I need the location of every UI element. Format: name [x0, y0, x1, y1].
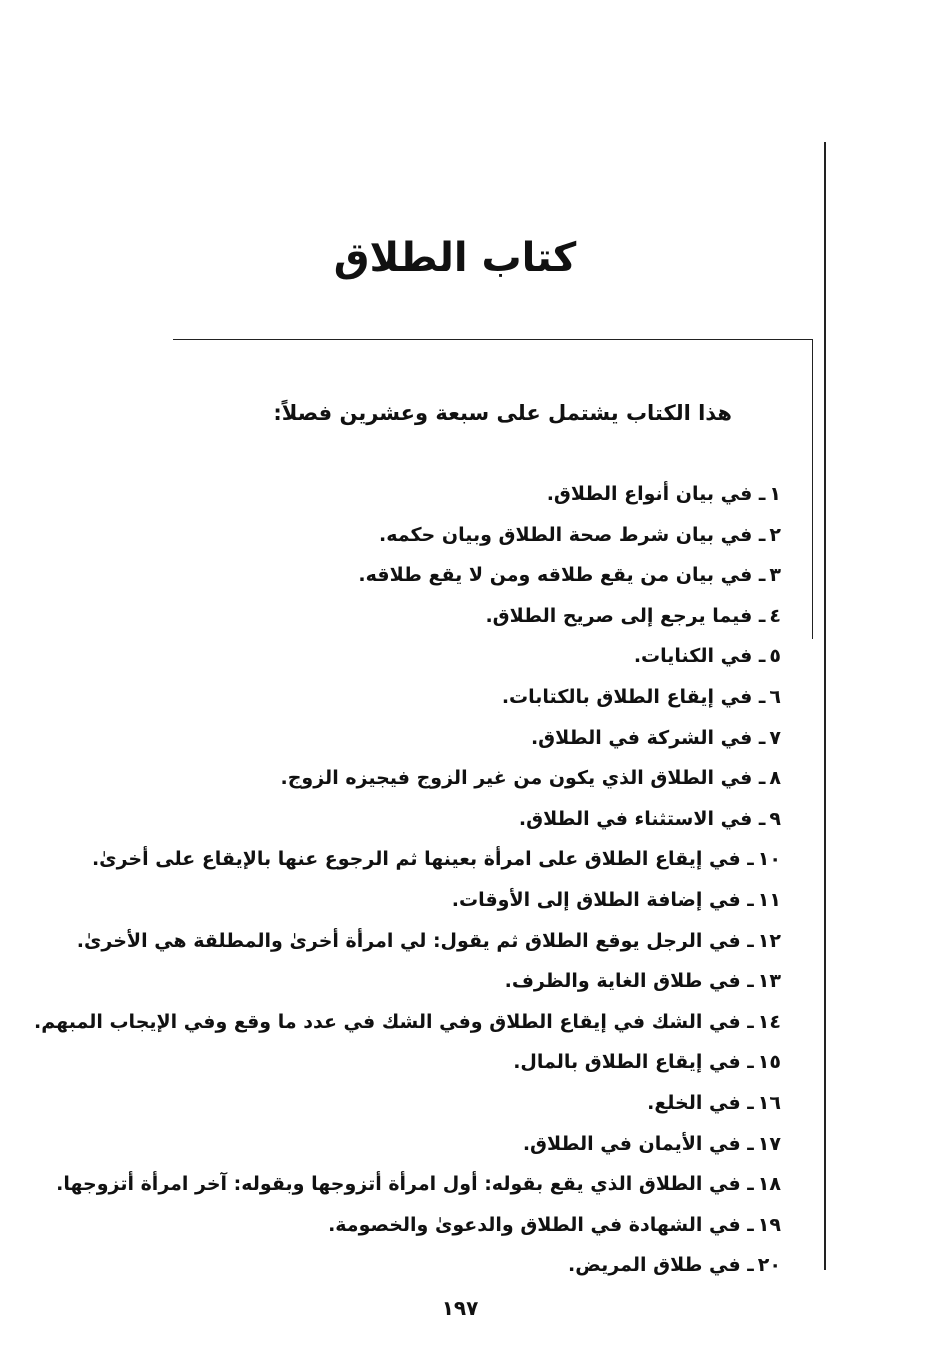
chapter-item — [34, 1205, 781, 1246]
chapter-item — [34, 474, 781, 515]
chapter-number: ١٧ — [757, 1132, 781, 1155]
chapter-title: ـ في الأيمان في الطلاق. — [522, 1132, 754, 1155]
chapter-title: ـ في بيان أنواع الطلاق. — [546, 483, 766, 505]
chapter-number: ١٤ — [757, 1010, 781, 1033]
chapter-number: ٤ — [769, 604, 781, 627]
chapter-number: ١٨ — [757, 1173, 781, 1196]
chapter-item — [34, 758, 781, 799]
chapter-number: ١ — [769, 483, 781, 505]
chapter-number: ٣ — [769, 564, 781, 587]
chapter-item — [34, 1164, 781, 1205]
chapter-item — [34, 1002, 781, 1043]
chapter-title: ـ في الشك في إيقاع الطلاق وفي الشك في عدد ما وقع وفي الإيجاب المبهم. — [34, 1010, 754, 1033]
chapter-number: ٧ — [769, 726, 781, 749]
page-frame-right-rule — [824, 142, 826, 1270]
content-box-right-rule — [812, 339, 813, 639]
chapter-item — [34, 839, 781, 880]
chapter-number: ١٩ — [757, 1213, 781, 1236]
chapter-item — [34, 921, 781, 962]
content-box-top-rule — [173, 339, 813, 340]
chapter-item — [34, 1245, 781, 1286]
chapter-title: ـ في الرجل يوقع الطلاق ثم يقول: لي امرأة أخرىٰ والمطلقة هي الأخرىٰ. — [76, 929, 754, 952]
chapter-title: ـ في بيان من يقع طلاقه ومن لا يقع طلاقه. — [358, 564, 766, 587]
chapter-title: ـ في الكنايات. — [633, 645, 766, 668]
chapter-title: ـ في الشركة في الطلاق. — [530, 726, 766, 749]
chapter-item — [34, 1042, 781, 1083]
chapter-title: ـ في إيقاع الطلاق على امرأة بعينها ثم الرجوع عنها بالإيقاع على أخرىٰ. — [91, 848, 754, 871]
book-title: كتاب الطلاق — [333, 235, 577, 281]
chapter-item — [34, 880, 781, 921]
chapter-number: ١٦ — [757, 1091, 781, 1114]
chapter-item — [34, 718, 781, 759]
chapter-number: ١٥ — [757, 1051, 781, 1074]
chapter-title: ـ في الاستثناء في الطلاق. — [518, 807, 766, 830]
chapter-item — [34, 961, 781, 1002]
chapter-number: ٦ — [769, 685, 781, 708]
chapter-list — [34, 474, 781, 1286]
chapter-title: ـ في الطلاق الذي يقع بقوله: أول امرأة أتزوجها وبقوله: آخر امرأة أتزوجها. — [56, 1173, 754, 1196]
chapter-item — [34, 596, 781, 637]
chapter-number: ١٠ — [757, 848, 781, 871]
chapter-item — [34, 555, 781, 596]
chapter-number: ٢٠ — [757, 1254, 781, 1277]
chapter-item — [34, 515, 781, 556]
chapter-title: ـ في بيان شرط صحة الطلاق وبيان حكمه. — [379, 523, 766, 546]
chapter-item — [34, 1083, 781, 1124]
chapter-title: ـ في إيقاع الطلاق بالكتابات. — [501, 685, 766, 708]
chapter-number: ٨ — [769, 767, 781, 790]
chapter-item — [34, 677, 781, 718]
chapter-title: ـ فيما يرجع إلى صريح الطلاق. — [485, 604, 766, 627]
chapter-number: ١٣ — [757, 970, 781, 993]
chapter-number: ١٢ — [757, 929, 781, 952]
chapter-number: ١١ — [757, 888, 781, 911]
chapter-item — [34, 1124, 781, 1165]
chapter-number: ٥ — [769, 645, 781, 668]
chapter-number: ٩ — [769, 807, 781, 830]
chapter-item — [34, 636, 781, 677]
chapter-item — [34, 799, 781, 840]
intro-text: هذا الكتاب يشتمل على سبعة وعشرين فصلاً: — [273, 401, 732, 425]
chapter-title: ـ في طلاق الغاية والظرف. — [504, 970, 754, 993]
chapter-title: ـ في الشهادة في الطلاق والدعوىٰ والخصومة. — [328, 1213, 754, 1236]
chapter-number: ٢ — [769, 523, 781, 546]
chapter-title: ـ في إضافة الطلاق إلى الأوقات. — [451, 888, 754, 911]
chapter-title: ـ في الطلاق الذي يكون من غير الزوج فيجيزه الزوج. — [280, 767, 766, 790]
page-number: ١٩٧ — [441, 1296, 479, 1320]
chapter-title: ـ في الخلع. — [647, 1091, 754, 1114]
chapter-title: ـ في إيقاع الطلاق بالمال. — [513, 1051, 754, 1074]
chapter-title: ـ في طلاق المريض. — [568, 1254, 754, 1277]
